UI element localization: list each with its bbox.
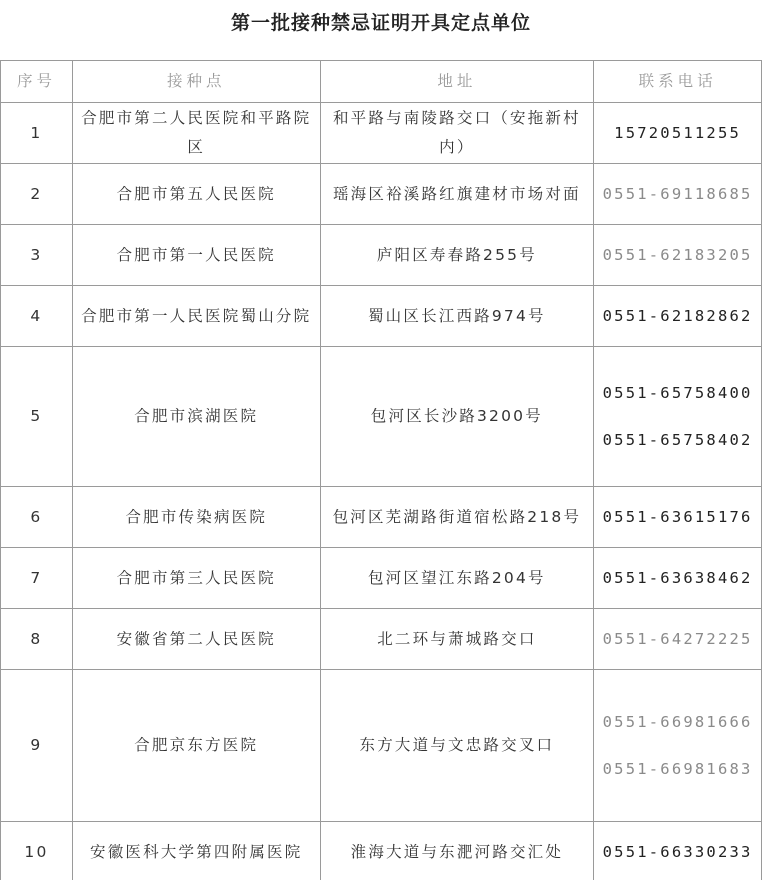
header-address: 地址 [320,61,594,103]
site-name: 安徽医科大学第四附属医院 [72,822,320,883]
header-no: 序号 [1,61,73,103]
site-address: 蜀山区长江西路974号 [320,286,594,347]
site-address: 和平路与南陵路交口（安拖新村内） [320,103,594,164]
site-name: 合肥市第一人民医院 [72,225,320,286]
phone-cell [594,286,762,347]
table-row [1,225,762,286]
header-site: 接种点 [72,61,320,103]
row-number: 4 [1,286,73,347]
table-header-row [1,61,762,103]
site-name: 合肥市第一人民医院蜀山分院 [72,286,320,347]
phone-number: 0551-65758402 [602,430,753,449]
row-number: 6 [1,487,73,548]
phone-cell [594,347,762,487]
header-phone: 联系电话 [594,61,762,103]
phone-number: 0551-64272225 [602,629,753,648]
row-number: 8 [1,609,73,670]
site-name: 合肥市传染病医院 [72,487,320,548]
phone-cell [594,670,762,822]
table-row [1,548,762,609]
row-number: 1 [1,103,73,164]
row-number: 3 [1,225,73,286]
phone-number: 0551-62183205 [602,245,753,264]
site-name: 合肥市第三人民医院 [72,548,320,609]
site-address: 淮海大道与东淝河路交汇处 [320,822,594,883]
site-address: 东方大道与文忠路交叉口 [320,670,594,822]
site-name: 合肥市滨湖医院 [72,347,320,487]
phone-number: 0551-65758400 [602,383,753,402]
row-number: 2 [1,164,73,225]
phone-cell [594,609,762,670]
row-number: 10 [1,822,73,883]
site-address: 包河区望江东路204号 [320,548,594,609]
table-row [1,286,762,347]
phone-cell [594,548,762,609]
phone-number: 0551-66981666 [602,712,753,731]
row-number: 9 [1,670,73,822]
table-row [1,103,762,164]
table-row [1,164,762,225]
table-row [1,347,762,487]
clinic-table [0,60,762,883]
phone-number: 0551-62182862 [602,306,753,325]
phone-cell [594,103,762,164]
phone-cell [594,822,762,883]
phone-number: 0551-63638462 [602,568,753,587]
phone-number: 0551-66981683 [602,759,753,778]
phone-gap [600,737,755,755]
phone-cell [594,487,762,548]
table-row [1,609,762,670]
page-bottom-edge [0,880,762,887]
site-address: 瑶海区裕溪路红旗建材市场对面 [320,164,594,225]
table-row [1,670,762,822]
site-address: 北二环与萧城路交口 [320,609,594,670]
phone-cell [594,164,762,225]
row-number: 5 [1,347,73,487]
site-address: 包河区芜湖路街道宿松路218号 [320,487,594,548]
phone-number: 0551-66330233 [602,842,753,861]
table-row [1,822,762,883]
site-name: 合肥京东方医院 [72,670,320,822]
site-name: 合肥市第五人民医院 [72,164,320,225]
phone-number: 0551-63615176 [602,507,753,526]
table-row [1,487,762,548]
page-title: 第一批接种禁忌证明开具定点单位 [230,12,531,34]
row-number: 7 [1,548,73,609]
site-name: 安徽省第二人民医院 [72,609,320,670]
phone-number: 0551-69118685 [602,184,753,203]
site-name: 合肥市第二人民医院和平路院区 [72,103,320,164]
site-address: 包河区长沙路3200号 [320,347,594,487]
site-address: 庐阳区寿春路255号 [320,225,594,286]
phone-cell [594,225,762,286]
phone-gap [600,408,755,426]
phone-number: 15720511255 [614,123,742,142]
